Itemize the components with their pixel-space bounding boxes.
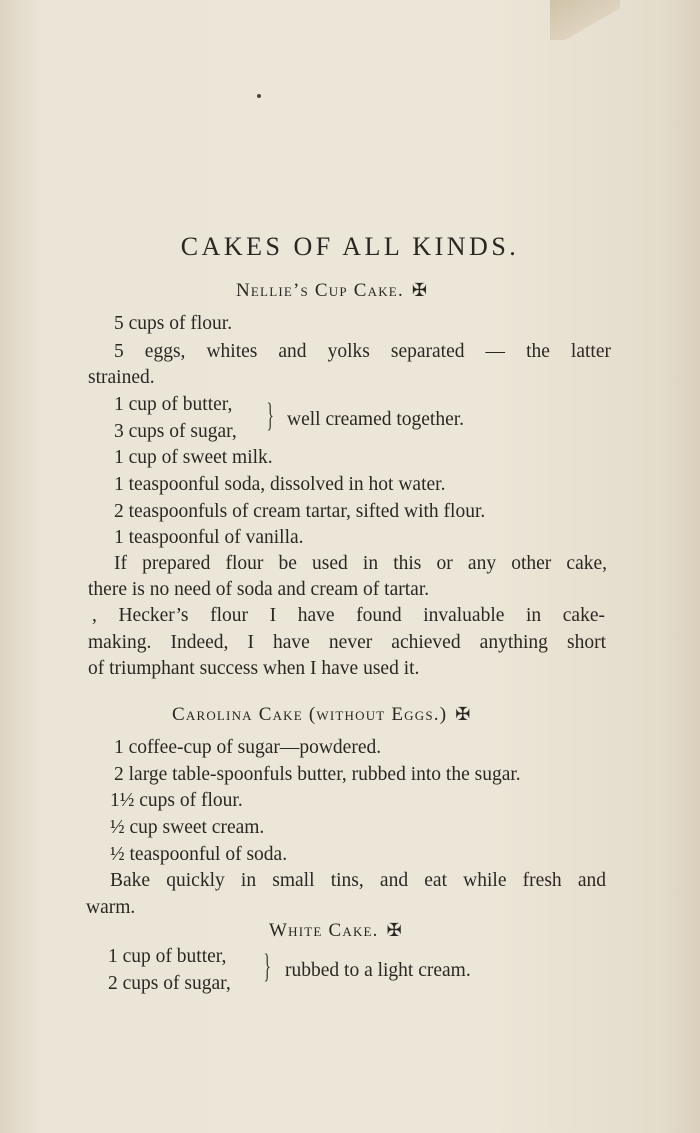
recipe-line: If prepared flour be used in this or any other cake, xyxy=(114,553,607,574)
recipe-line: , Hecker’s flour I have found invaluable in cake- xyxy=(92,605,605,626)
recipe-line: 2 cups of sugar, xyxy=(108,973,231,994)
recipe-line: making. Indeed, I have never achieved anything short xyxy=(88,632,606,653)
recipe-line: there is no need of soda and cream of tartar. xyxy=(88,579,430,600)
recipe-line: 1½ cups of flour. xyxy=(110,790,243,811)
recipe-line: ½ cup sweet cream. xyxy=(110,817,265,838)
page-title: CAKES OF ALL KINDS. xyxy=(180,232,520,261)
ink-speck xyxy=(257,94,261,98)
recipe-line: of triumphant success when I have used it. xyxy=(88,658,420,679)
recipe-heading-text: White Cake. xyxy=(269,920,379,941)
recipe-line: rubbed to a light cream. xyxy=(285,960,471,981)
recipe-heading-text: Nellie’s Cup Cake. xyxy=(236,280,404,301)
recipe-line: warm. xyxy=(86,897,136,918)
recipe-line: 2 teaspoonfuls of cream tartar, sifted with flour. xyxy=(114,501,486,522)
recipe-line: well creamed together. xyxy=(287,409,465,430)
recipe-line: 5 eggs, whites and yolks separated — the latter xyxy=(114,341,611,362)
recipe-line: Bake quickly in small tins, and eat while fresh and xyxy=(110,870,606,891)
recipe-line: 5 cups of flour. xyxy=(114,313,233,334)
recipe-line: ½ teaspoonful of soda. xyxy=(110,844,288,865)
recipe-line: 1 teaspoonful of vanilla. xyxy=(114,527,304,548)
recipe-heading-white-cake xyxy=(269,920,403,942)
maltese-cross-mark-icon: ✠ xyxy=(455,704,472,724)
curly-brace-icon: } xyxy=(266,397,274,434)
page-corner-fold xyxy=(550,0,620,40)
maltese-cross-mark-icon: ✠ xyxy=(411,280,429,300)
recipe-line: 1 cup of butter, xyxy=(114,394,233,415)
recipe-line: 1 coffee-cup of sugar—powdered. xyxy=(114,737,382,758)
recipe-line: 2 large table-spoonfuls butter, rubbed into the sugar. xyxy=(114,764,521,785)
recipe-line: 1 cup of butter, xyxy=(108,946,227,967)
recipe-heading-nellies-cup-cake xyxy=(236,280,428,302)
maltese-cross-mark-icon: ✠ xyxy=(386,920,403,940)
recipe-line: 3 cups of sugar, xyxy=(114,421,237,442)
recipe-heading-carolina-cake xyxy=(172,704,472,726)
recipe-line: strained. xyxy=(88,367,155,388)
recipe-line: 1 teaspoonful soda, dissolved in hot water. xyxy=(114,474,446,495)
recipe-heading-text: Carolina Cake (without Eggs.) xyxy=(172,704,448,725)
curly-brace-icon: } xyxy=(263,948,271,985)
recipe-line: 1 cup of sweet milk. xyxy=(114,447,273,468)
